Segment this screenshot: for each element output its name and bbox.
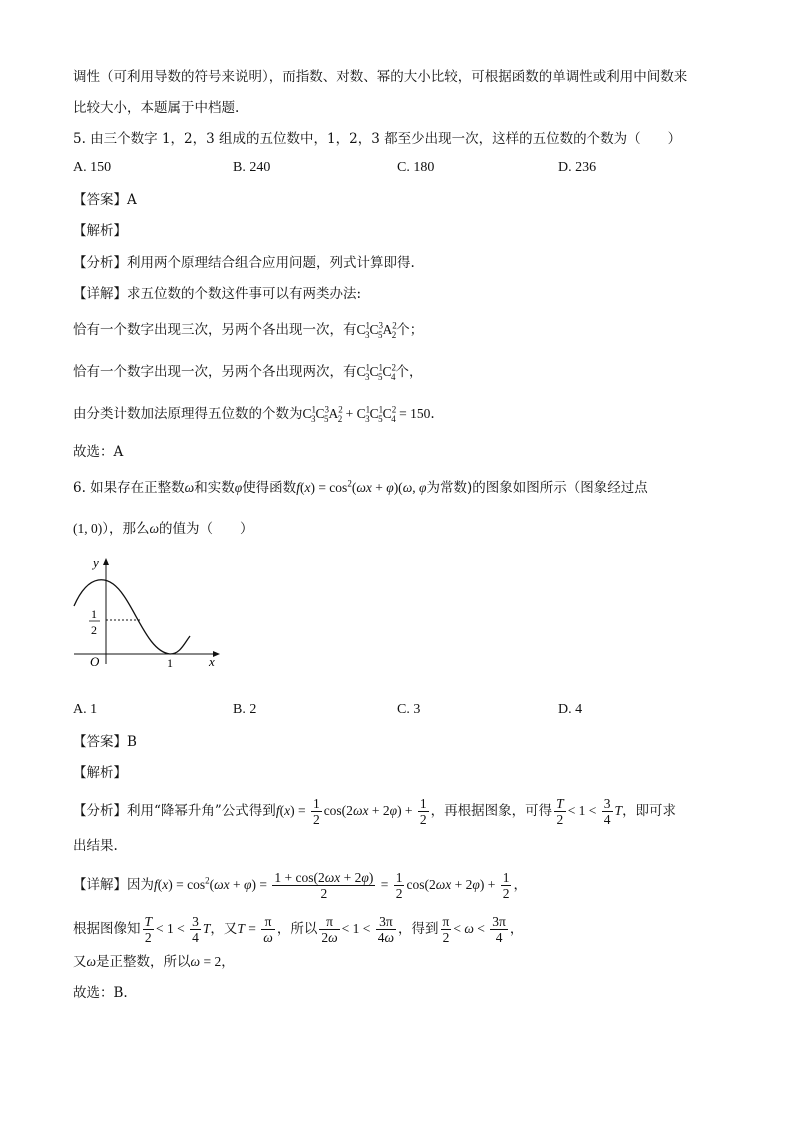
q6-stem2-end: 的值为（ ） [159, 521, 254, 537]
q5-case2-formula: $C^1_3C^1_5C^2_4$ [356, 362, 397, 382]
q5-sum-formula: $C^1_3C^3_5A^2_2 + C^1_3C^1_5C^2_4 = 150$ [302, 404, 431, 424]
q6-option-a: A. 1 [73, 702, 98, 717]
q5-sum-line: 由分类计数加法原理得五位数的个数为$C^1_3C^3_5A^2_2 + C^1_3C^1_5C^2_4 = 150$. [73, 404, 435, 424]
q6-line-c-b: 是正整数，所以 [96, 954, 191, 970]
y-axis-arrow [103, 558, 109, 565]
q5-option-d: D. 236 [558, 160, 597, 175]
intro-line-1: 调性（可利用导数的符号来说明），而指数、对数、幂的大小比较，可根据函数的单调性或利用中间数来 [73, 69, 688, 85]
q6-answer: B [127, 734, 137, 750]
q5-analysis-label: 【解析】 [73, 223, 127, 239]
frac-3-4: $\frac{3}{4}$ [603, 796, 611, 827]
q6-stem-line-2 [73, 519, 254, 539]
q6-option-b: B. 2 [233, 702, 257, 717]
q6-phi-1: φ [234, 480, 243, 495]
q6-stem-part-a: 6. 如果存在正整数 [73, 480, 185, 496]
q6-stem-part-c: 使得函数 [242, 480, 297, 496]
intro-line-2: 比较大小，本题属于中档题. [73, 100, 240, 116]
tick-x-1: 1 [167, 656, 173, 670]
q5-stem: 5. 由三个数字 1，2，3 组成的五位数中，1，2，3 都至少出现一次，这样的五位数的个数为（ ） [73, 131, 682, 147]
q6-line-c-a: 又 [73, 954, 87, 970]
q5-xiangjie-label: 【详解】 [73, 286, 127, 302]
x-axis-label: x [209, 654, 215, 669]
q6-line-b-c: ，所以 [276, 921, 318, 937]
q5-case2-line [73, 362, 423, 382]
frac-half-4: $\frac{1}{2}$ [502, 870, 510, 901]
q6-answer-line [73, 732, 137, 752]
q5-answer-line [73, 190, 137, 210]
q5-answer: A [127, 192, 137, 208]
q6-stem-part-e: 为常数)的图象如图所示（图象经过点 [426, 480, 648, 496]
q6-xiangjie-line: 【详解】因为$f(x) = \cos^2(\omega x + \varphi)$ = $\frac{1 + \cos(2\omega x + 2\varphi)}{2}$ = $\frac{1}{2}$ cos(2ωx + 2φ) + $\frac{1}{2}$ ， [73, 870, 527, 901]
q5-fenxi-label: 【分析】 [73, 255, 127, 271]
q5-sum-value: 150 [410, 406, 431, 421]
q6-stem2-tail: ），那么 [102, 521, 150, 537]
tick-half-num: 1 [91, 607, 97, 621]
origin-label: O [90, 654, 100, 669]
q6-option-c: C. 3 [397, 702, 421, 717]
q5-xiangjie-text: 求五位数的个数这件事可以有两类办法: [127, 286, 362, 302]
q6-fenxi-line-2: 出结果. [73, 838, 118, 854]
q6-line-b-b: ，又 [210, 921, 238, 937]
q5-fenxi-text: 利用两个原理结合组合应用问题，列式计算即得. [127, 255, 415, 271]
q5-option-c: C. 180 [397, 160, 435, 175]
q5-case2-text: 恰有一个数字出现一次，另两个各出现两次，有 [73, 364, 357, 380]
q6-conclusion: 故选：B. [73, 985, 128, 1001]
q6-line-b-a: 根据图像知 [73, 921, 141, 937]
q5-option-b: B. 240 [233, 160, 271, 175]
frac-t-2: $\frac{T}{2}$ [556, 796, 564, 827]
frac-half-1: $\frac{1}{2}$ [312, 796, 320, 827]
q6-option-d: D. 4 [558, 702, 583, 717]
q6-fenxi-label: 【分析】 [73, 803, 127, 819]
frac-cos-double: $\frac{1 + \cos(2\omega x + 2\varphi)}{2}$ [274, 870, 374, 901]
q6-point: (1, 0) [73, 521, 103, 536]
q6-fenxi-b: ，再根据图象，可得 [430, 803, 553, 819]
q5-xiangjie-line [73, 284, 361, 304]
q5-case1-text: 恰有一个数字出现三次，另两个各出现一次，有 [73, 322, 357, 338]
q6-fenxi-c: ，即可求 [622, 803, 677, 819]
q6-omega-1: ω [184, 480, 195, 495]
frac-half-3: $\frac{1}{2}$ [395, 870, 403, 901]
tick-half-den: 2 [91, 623, 97, 637]
q6-answer-label: 【答案】 [73, 734, 127, 750]
q6-fenxi-a: 利用“降幂升角”公式得到 [127, 803, 276, 819]
q6-graph [68, 552, 228, 672]
q6-stem-part-b: 和实数 [194, 480, 235, 496]
q6-analysis-label: 【解析】 [73, 765, 127, 781]
q5-conclusion: 故选：A [73, 444, 124, 460]
q6-function-def: f [296, 480, 300, 495]
q5-case2-tail: 个， [395, 364, 423, 380]
q5-option-a: A. 150 [73, 160, 112, 175]
q6-line-b-d: ，得到 [398, 921, 439, 937]
y-axis-label: y [93, 555, 99, 570]
q6-fenxi-line: 【分析】利用“降幂升角”公式得到f(x) = $\frac{1}{2}$ cos(2ωx + 2φ) + $\frac{1}{2}$ ，再根据图象，可得 $\frac{T}{2}$ < 1 < $\frac{3}{4}$ T，即可求 [73, 796, 677, 827]
q6-stem-line-1: 6. 如果存在正整数ω和实数φ使得函数$f(x) = \cos^2(\omega x + \varphi)(\omega$, φ为常数)的图象如图所示（图象经过点 [73, 478, 648, 496]
q5-case1-line [73, 320, 423, 340]
q6-line-b: 根据图像知 $\frac{T}{2}$ < 1 < $\frac{3}{4}$ T，又T = $\frac{\pi}{\omega}$ ，所以 $\frac{\pi}{2\omega}$ < 1 < $\frac{3\pi}{4\omega}$ ，得到 $\frac{\pi}{2}$ < ω < $\frac{3\pi}{4}$ ， [73, 914, 524, 945]
q5-fenxi-line [73, 253, 415, 273]
frac-half-2: $\frac{1}{2}$ [419, 796, 427, 827]
q6-omega-2: ω [149, 521, 160, 536]
q5-case1-tail: 个； [396, 322, 424, 338]
q6-line-c: 又ω是正整数，所以ω = 2， [73, 954, 235, 970]
q5-case1-formula: $C^1_3C^3_5A^2_2$ [356, 320, 397, 340]
q5-sum-text: 由分类计数加法原理得五位数的个数为 [73, 406, 303, 422]
q5-answer-label: 【答案】 [73, 192, 127, 208]
q6-xiangjie-a: 因为 [127, 877, 154, 893]
q6-xiangjie-label: 【详解】 [73, 877, 127, 893]
